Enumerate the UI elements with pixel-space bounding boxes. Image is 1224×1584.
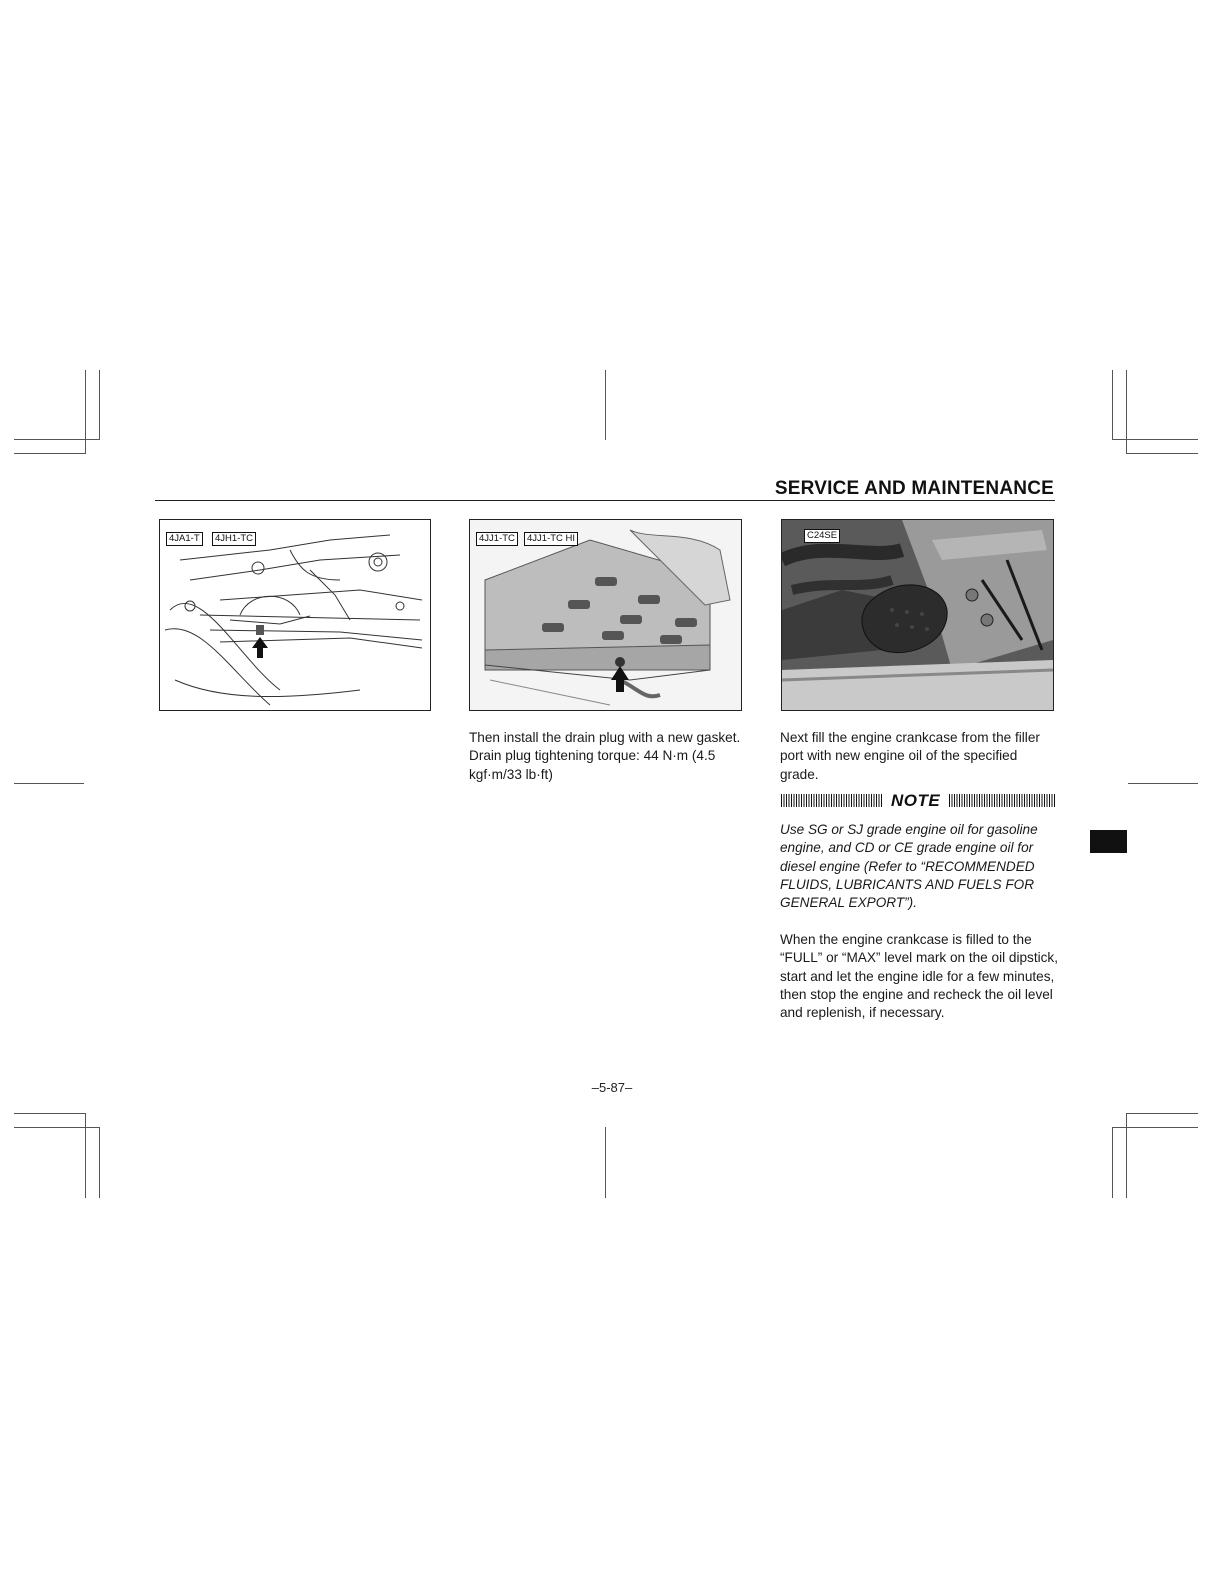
- chapter-tab: [1090, 830, 1127, 853]
- skid-plate-illustration-icon: [470, 520, 741, 710]
- section-title: SERVICE AND MAINTENANCE: [774, 478, 1054, 499]
- fill-crankcase-paragraph: Next fill the engine crankcase from the filler port with new engine oil of the specified grade.: [780, 730, 1040, 782]
- recheck-oil-paragraph: When the engine crankcase is filled to the “FULL” or “MAX” level mark on the oil dipstick, start and let the engine idle for a few minutes, then stop the engine and recheck the oil level and replenish, if necessary.: [780, 932, 1058, 1021]
- note-stripes-left: [781, 794, 883, 807]
- page-number: –5-87–: [591, 1080, 633, 1095]
- figure-oil-pan-drain: [159, 519, 431, 711]
- drain-plug-illustration-icon: [160, 520, 430, 710]
- column-2-text: [469, 729, 744, 784]
- note-banner: [781, 792, 1055, 810]
- note-text: Use SG or SJ grade engine oil for gasoline engine, and CD or CE grade engine oil for diesel engine (Refer to “RECOMMENDED FLUIDS, LUBRICANTS AND FUELS FOR GENERAL EXPORT”).: [780, 822, 1038, 911]
- note-label: NOTE: [891, 791, 941, 810]
- engine-tag: 4JA1-T: [166, 532, 203, 546]
- torque-paragraph: Drain plug tightening torque: 44 N·m (4.5 kgf·m/33 lb·ft): [469, 748, 716, 782]
- engine-photo-icon: [782, 520, 1053, 710]
- note-stripes-right: [949, 794, 1055, 807]
- engine-tag: 4JH1-TC: [212, 532, 256, 546]
- header-rule: [155, 500, 1055, 501]
- engine-tag: C24SE: [804, 529, 840, 543]
- figure-skid-plate-drain: [469, 519, 742, 711]
- engine-tag: 4JJ1-TC: [476, 532, 518, 546]
- figure-engine-filler: [781, 519, 1054, 711]
- engine-tag: 4JJ1-TC HI: [524, 532, 578, 546]
- install-drain-plug-paragraph: Then install the drain plug with a new gasket.: [469, 730, 741, 745]
